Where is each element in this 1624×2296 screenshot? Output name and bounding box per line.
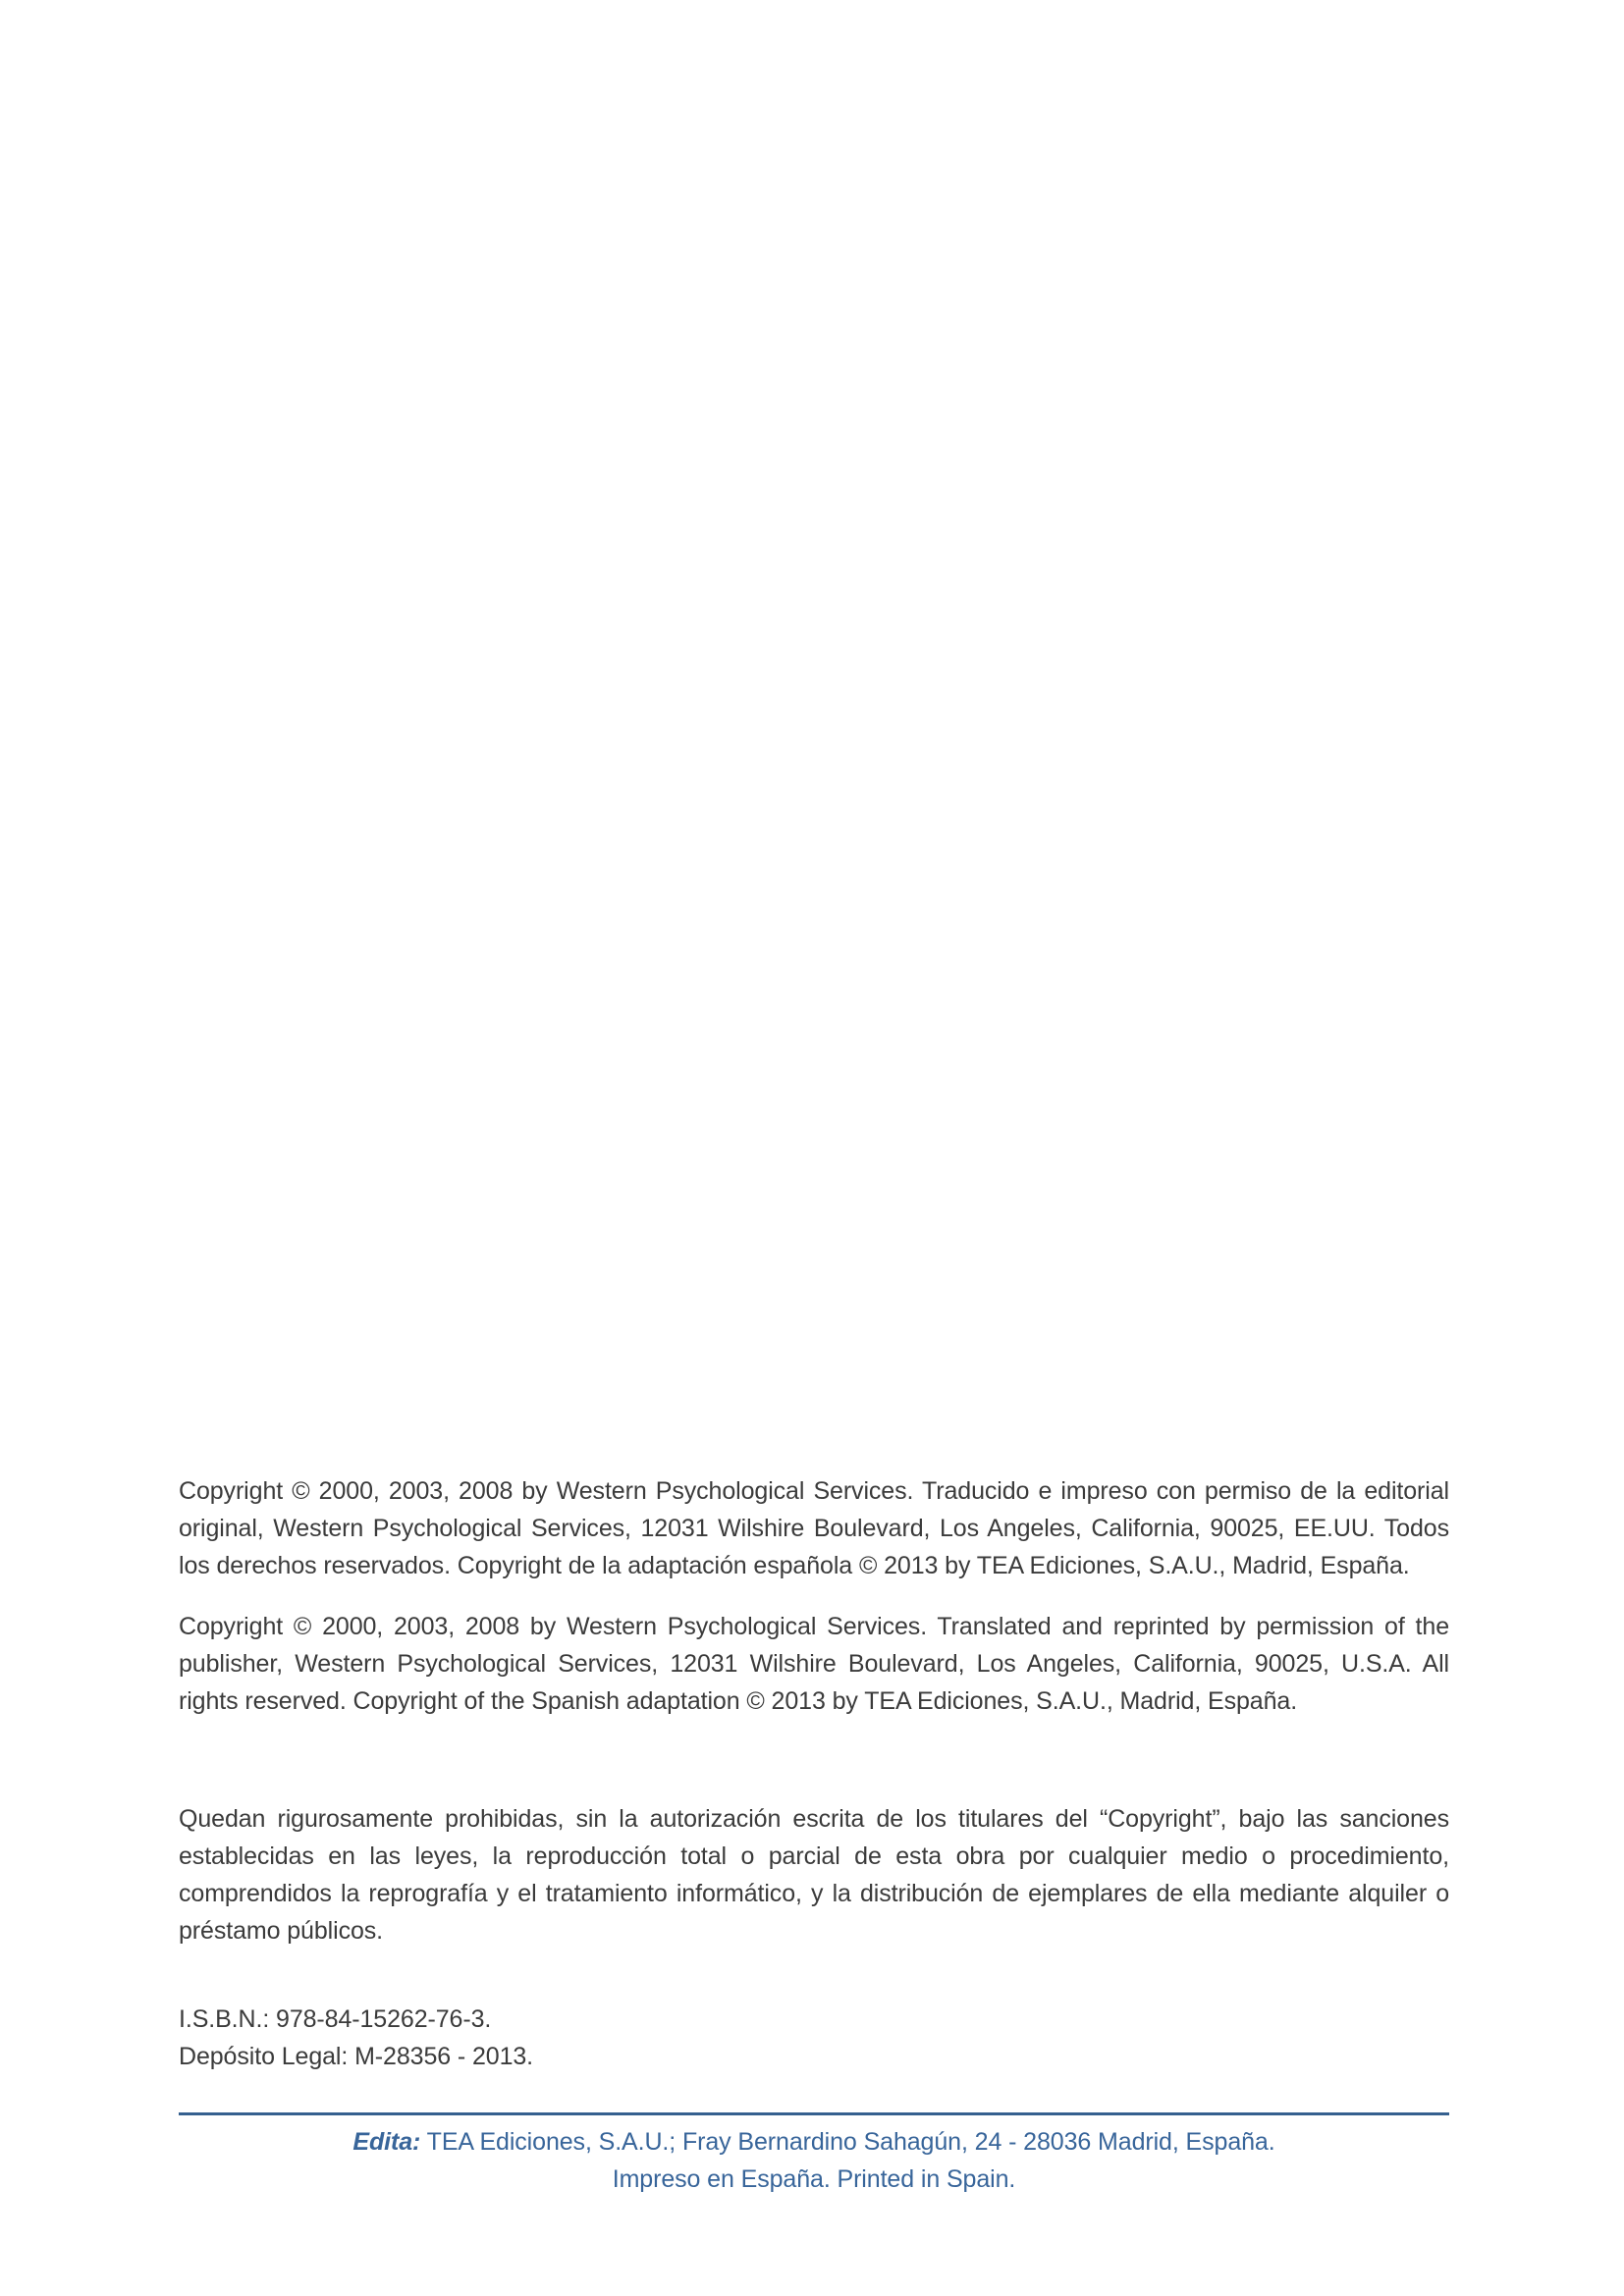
deposito-legal-line: Depósito Legal: M-28356 - 2013.	[179, 2043, 534, 2070]
printed-line: Impreso en España. Printed in Spain.	[612, 2165, 1016, 2193]
footer-divider	[179, 2112, 1449, 2115]
copyright-block	[179, 1472, 1449, 2198]
identification-block	[179, 2001, 1449, 2075]
rights-notice: Quedan rigurosamente prohibidas, sin la autorización escrita de los titulares del “Copyright”, bajo las sanciones establecidas en las leyes, la reproducción total o parcial de esta obra por cualquier medio o procedimiento, comprendidos la reprografía y el tratamiento informático, y la distribución de ejemplares de ella mediante alquiler o préstamo públicos.	[179, 1805, 1449, 1945]
copyright-paragraph-spanish: Copyright © 2000, 2003, 2008 by Western Psychological Services. Traducido e impreso con permiso de la editorial original, Western Psychological Services, 12031 Wilshire Boulevard, Los Angeles, California, 90025, EE.UU. Todos los derechos reservados. Copyright de la adaptación española © 2013 by TEA Ediciones, S.A.U., Madrid, España.	[179, 1477, 1449, 1579]
isbn-line: I.S.B.N.: 978-84-15262-76-3.	[179, 2005, 492, 2033]
publisher-footer	[179, 2123, 1449, 2198]
edita-text: TEA Ediciones, S.A.U.; Fray Bernardino Sahagún, 24 - 28036 Madrid, España.	[420, 2128, 1275, 2156]
copyright-paragraph-english: Copyright © 2000, 2003, 2008 by Western Psychological Services. Translated and reprinted by permission of the publisher, Western Psychological Services, 12031 Wilshire Boulevard, Los Angeles, California, 90025, U.S.A. All rights reserved. Copyright of the Spanish adaptation © 2013 by TEA Ediciones, S.A.U., Madrid, España.	[179, 1613, 1449, 1715]
edita-line	[179, 2123, 1449, 2161]
edita-label: Edita:	[352, 2128, 421, 2156]
